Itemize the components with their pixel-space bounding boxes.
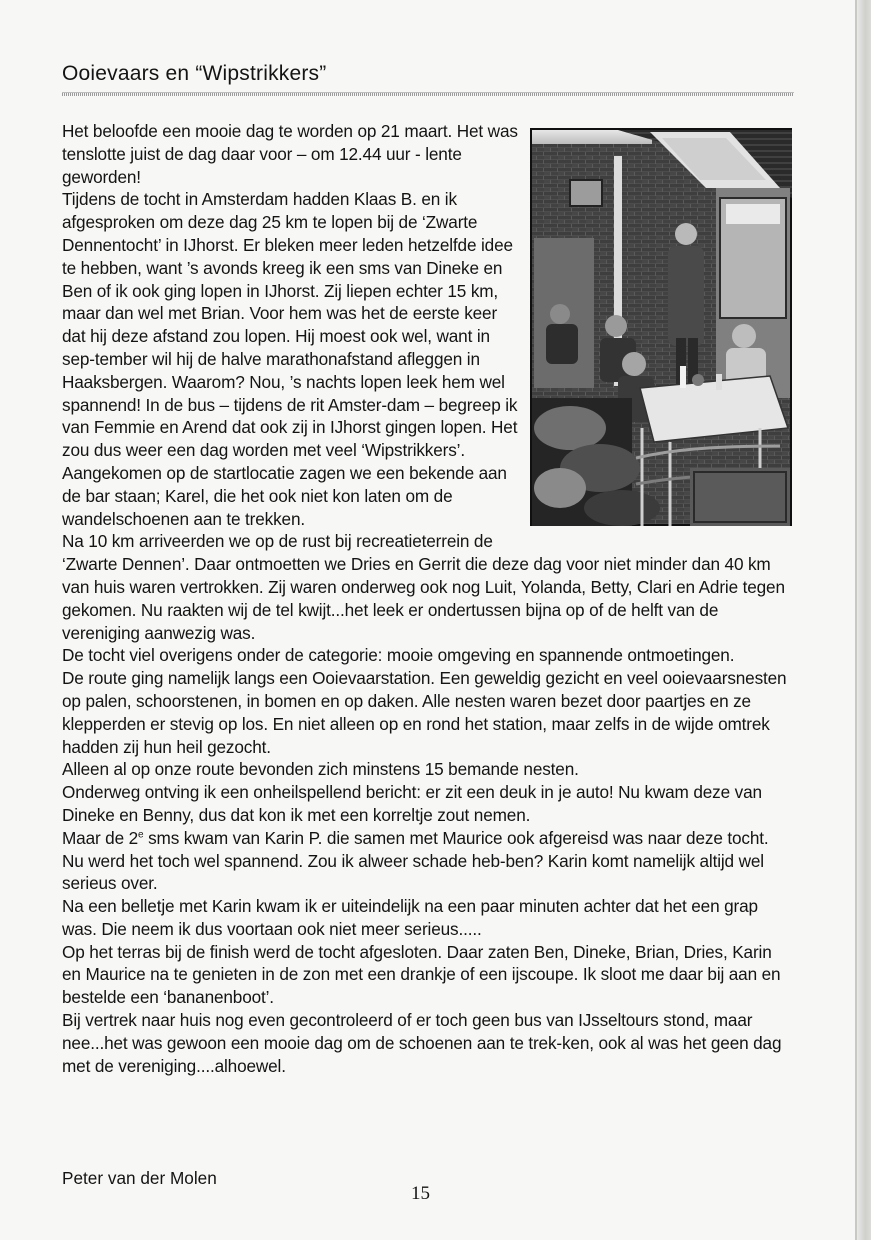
terrace-photo-image [530, 128, 792, 526]
paragraph-8-start: Maar de 2 [62, 827, 139, 848]
terrace-photo [530, 128, 792, 526]
paragraph-10: Op het terras bij de finish werd de tocht afgesloten. Daar zaten Ben, Dineke, Brian, Dries, Karin en Maurice na te genieten in de zon met een drankje of een ijscoupe. Ik sloot me daar bij aan en bestelde een ‘bananenboot’. [62, 941, 781, 1008]
paragraph-4: De tocht viel overigens onder de categorie: mooie omgeving en spannende ontmoetingen. [62, 645, 735, 666]
page-edge [857, 0, 871, 1240]
article-title: Ooievaars en “Wipstrikkers” [62, 62, 327, 85]
paragraph-6: Alleen al op onze route bevonden zich minstens 15 bemande nesten. [62, 759, 579, 780]
title-rule [62, 92, 794, 96]
paragraph-11: Bij vertrek naar huis nog even gecontroleerd of er toch geen bus van IJsseltours stond, maar nee...het was gewoon een mooie dag om de schoenen aan te trek-ken, ook al was het geen dag met de vereniging....alhoewel. [62, 1010, 782, 1076]
paragraph-8 [62, 827, 792, 895]
ordinal-superscript: e [138, 828, 144, 840]
paragraph-2: Tijdens de tocht in Amsterdam hadden Klaas B. en ik afgesproken om deze dag 25 km te lopen bij de ‘Zwarte Dennentocht’ in IJhorst. Er bleken meer leden hetzelfde idee te hebben, want ’s avonds kreeg ik een sms van Dineke en Ben of ik ook ging lopen in IJhorst. Zij liepen echter 15 km, maar dan wel met Brian. Voor hem was het de eerste keer dat hij deze afstand zou lopen. Hij moest ook wel, want in sep-tember wil hij de halve marathonafstand afleggen in Haaksbergen. Waarom? Nou, ’s nachts lopen leek hem wel spannend! In de bus – tijdens de rit Amster-dam – begreep ik van Femmie en Arend dat ook zij in IJhorst gingen lopen. Het zou dus weer een dag worden met veel ‘Wipstrikkers’. Aangekomen op de startlocatie zagen we een bekende aan de bar staan; Karel, die het ook niet kon laten om de wandelschoenen aan te trekken. [62, 189, 518, 529]
page-number: 15 [411, 1183, 430, 1204]
author-name: Peter van der Molen [62, 1168, 217, 1188]
paragraph-3: Na 10 km arriveerden we op de rust bij recreatieterrein de ‘Zwarte Dennen’. Daar ontmoetten we Dries en Gerrit die deze dag voor niet minder dan 40 km van huis waren vertrokken. Zij waren onderweg ook nog Luit, Yolanda, Betty, Clari en Adrie tegen gekomen. Nu raakten wij de tel kwijt...het leek er ondertussen bijna op of de helft van de vereniging aanwezig was. [62, 531, 785, 643]
paragraph-9: Na een belletje met Karin kwam ik er uiteindelijk na een paar minuten achter dat het een grap was. Die neem ik dus voortaan ook niet meer serieus..... [62, 896, 758, 939]
paragraph-7: Onderweg ontving ik een onheilspellend bericht: er zit een deuk in je auto! Nu kwam deze van Dineke en Benny, dus dat kon ik met een korreltje zout nemen. [62, 782, 762, 825]
paragraph-8-rest: sms kwam van Karin P. die samen met Maurice ook afgereisd was naar deze tocht. Nu werd het toch wel spannend. Zou ik alweer schade heb-ben? Karin komt namelijk altijd wel serieus over. [62, 827, 769, 894]
paragraph-5: De route ging namelijk langs een Ooievaarstation. Een geweldig gezicht en veel ooievaarsnesten op palen, schoorstenen, in bomen en op daken. Alle nesten waren bezet door paartjes en ze klepperden er stevig op los. En niet alleen op en rond het station, maar zelfs in de wijde omtrek hadden zij hun heil gezocht. [62, 668, 787, 757]
paragraph-1: Het beloofde een mooie dag te worden op 21 maart. Het was tenslotte juist de dag daar voor – om 12.44 uur - lente geworden! [62, 121, 518, 187]
article-body [62, 120, 792, 1077]
